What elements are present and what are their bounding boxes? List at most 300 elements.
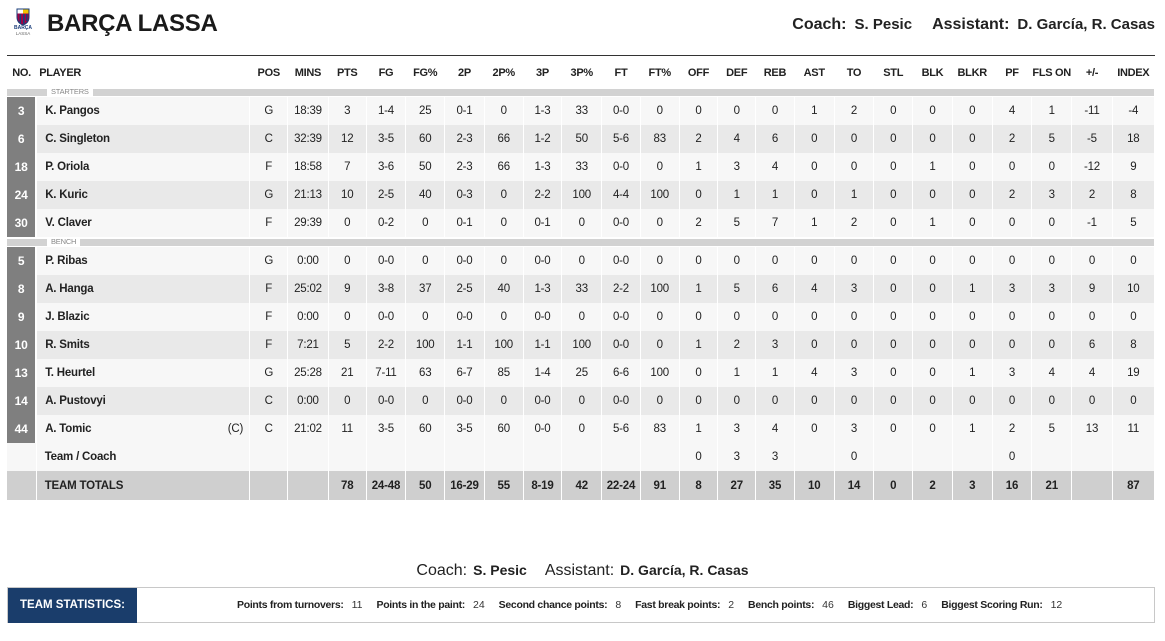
stat-ast: 0 bbox=[794, 153, 834, 181]
stat-pts: 5 bbox=[328, 331, 366, 359]
stat-ft: 5-6 bbox=[602, 125, 640, 153]
header-divider bbox=[7, 55, 1155, 56]
stat-col: -5 bbox=[1072, 125, 1112, 153]
jersey-number: 14 bbox=[7, 387, 36, 415]
stat-ft: 0 bbox=[640, 209, 679, 237]
jersey-number: 8 bbox=[7, 275, 36, 303]
stat-pts: 11 bbox=[328, 415, 366, 443]
column-header-reb: REB bbox=[763, 66, 787, 79]
stat-2p: 0 bbox=[484, 387, 523, 415]
stat-pts: 0 bbox=[328, 209, 366, 237]
stat-def: 3 bbox=[718, 153, 756, 181]
stat-fls-on bbox=[1032, 443, 1072, 471]
stat-ft: 0-0 bbox=[602, 153, 640, 181]
stat-def: 0 bbox=[718, 387, 756, 415]
jersey-number: 10 bbox=[7, 331, 36, 359]
stat-pf: 0 bbox=[992, 331, 1031, 359]
player-name-text[interactable]: K. Pangos bbox=[45, 105, 100, 117]
column-header-no: NO. bbox=[12, 66, 31, 79]
stat-off: 0 bbox=[679, 97, 717, 125]
stat-blk: 0 bbox=[913, 125, 952, 153]
stat-fg: 0-2 bbox=[366, 209, 405, 237]
team-stat-item bbox=[376, 588, 484, 623]
player-name-text[interactable]: A. Hanga bbox=[45, 283, 94, 295]
stat-blkr bbox=[952, 443, 992, 471]
team-stat-value: 12 bbox=[1050, 599, 1063, 611]
stat-blk: 2 bbox=[913, 471, 952, 500]
stat-index: 0 bbox=[1112, 303, 1154, 331]
stat-blkr: 0 bbox=[952, 303, 992, 331]
stat-mins bbox=[288, 471, 328, 500]
column-header-fls-on: FLS ON bbox=[1032, 66, 1071, 79]
stat-3p: 0-0 bbox=[523, 387, 561, 415]
stat-fg: 3-5 bbox=[366, 415, 405, 443]
stat-ft: 83 bbox=[640, 125, 679, 153]
stat-fls-on: 0 bbox=[1032, 303, 1072, 331]
stat-3p: 0 bbox=[562, 209, 602, 237]
stat-ft: 0-0 bbox=[602, 247, 640, 275]
stat-off: 1 bbox=[679, 153, 717, 181]
stat-index: 9 bbox=[1112, 153, 1154, 181]
stat-index bbox=[1112, 443, 1154, 471]
column-header-3p: 3P bbox=[536, 66, 549, 79]
stat-def: 4 bbox=[718, 125, 756, 153]
player-name[interactable] bbox=[36, 415, 249, 443]
captain-badge: (C) bbox=[227, 423, 244, 435]
stat-pf: 3 bbox=[992, 275, 1031, 303]
stat-pts: 9 bbox=[328, 275, 366, 303]
team-name: BARÇA LASSA bbox=[47, 10, 218, 37]
stat-fg: 60 bbox=[406, 125, 445, 153]
stat-ast: 0 bbox=[794, 331, 834, 359]
stat-stl: 0 bbox=[874, 415, 913, 443]
stat-2p: 0-1 bbox=[445, 209, 484, 237]
stat-fls-on: 3 bbox=[1032, 275, 1072, 303]
stat-3p: 8-19 bbox=[523, 471, 561, 500]
stat-3p: 33 bbox=[562, 275, 602, 303]
stat-stl: 0 bbox=[874, 331, 913, 359]
stat-fg: 0-0 bbox=[366, 303, 405, 331]
stat-off: 0 bbox=[679, 443, 717, 471]
player-name-text[interactable]: P. Oriola bbox=[45, 161, 90, 173]
stat-pf: 2 bbox=[992, 181, 1031, 209]
stat-ast: 1 bbox=[794, 209, 834, 237]
stat-2p bbox=[445, 443, 484, 471]
stat-off: 0 bbox=[679, 303, 717, 331]
stat-pos bbox=[250, 443, 288, 471]
stat-blk bbox=[913, 443, 952, 471]
player-name[interactable] bbox=[36, 181, 249, 209]
coach-info bbox=[792, 16, 1155, 34]
stat-3p: 1-3 bbox=[523, 97, 561, 125]
jersey-number: 13 bbox=[7, 359, 36, 387]
stat-mins: 0:00 bbox=[288, 303, 328, 331]
stat-3p: 0-0 bbox=[523, 247, 561, 275]
stat-3p: 1-2 bbox=[523, 125, 561, 153]
stat-3p: 0 bbox=[562, 303, 602, 331]
stat-3p: 0-0 bbox=[523, 415, 561, 443]
player-row[interactable] bbox=[7, 359, 1155, 387]
team-stat-value: 11 bbox=[351, 599, 363, 611]
player-row[interactable] bbox=[7, 247, 1155, 275]
stat-index: 19 bbox=[1112, 359, 1154, 387]
stat-2p: 16-29 bbox=[445, 471, 484, 500]
stat-index: 11 bbox=[1112, 415, 1154, 443]
player-row[interactable] bbox=[7, 387, 1155, 415]
player-row[interactable] bbox=[7, 97, 1155, 125]
stat-pts: 12 bbox=[328, 125, 366, 153]
player-row[interactable] bbox=[7, 181, 1155, 209]
stat-col: -1 bbox=[1072, 209, 1112, 237]
section-label: BENCH bbox=[47, 237, 80, 247]
stat-def: 1 bbox=[718, 359, 756, 387]
team-statistics-items bbox=[237, 588, 1076, 623]
player-name-text[interactable]: P. Ribas bbox=[45, 255, 88, 267]
stat-blk: 0 bbox=[913, 331, 952, 359]
stat-fg: 63 bbox=[406, 359, 445, 387]
stat-ft: 100 bbox=[640, 359, 679, 387]
section-bar-wrap bbox=[7, 237, 1154, 247]
coach-info-footer bbox=[0, 562, 1165, 580]
player-row[interactable] bbox=[7, 331, 1155, 359]
stat-blk: 0 bbox=[913, 387, 952, 415]
column-header-pts: PTS bbox=[336, 66, 358, 79]
stat-reb: 4 bbox=[756, 153, 794, 181]
stat-to: 2 bbox=[834, 97, 873, 125]
player-row[interactable] bbox=[7, 125, 1155, 153]
player-name-text[interactable]: A. Tomic bbox=[45, 423, 92, 435]
stat-stl: 0 bbox=[874, 247, 913, 275]
stat-blkr: 1 bbox=[952, 415, 992, 443]
player-row[interactable] bbox=[7, 303, 1155, 331]
stat-fls-on: 0 bbox=[1032, 387, 1072, 415]
team-stat-value: 8 bbox=[615, 599, 622, 611]
stat-off: 8 bbox=[679, 471, 717, 500]
player-name-text[interactable]: K. Kuric bbox=[45, 189, 88, 201]
player-row[interactable] bbox=[7, 209, 1155, 237]
stat-2p: 0-3 bbox=[445, 181, 484, 209]
assistant-names: D. García, R. Casas bbox=[1017, 16, 1155, 33]
stat-mins: 32:39 bbox=[288, 125, 328, 153]
stat-to: 1 bbox=[834, 181, 873, 209]
coach-label: Coach: bbox=[792, 16, 847, 33]
stat-to: 3 bbox=[834, 359, 873, 387]
stat-ft: 4-4 bbox=[602, 181, 640, 209]
stat-pos bbox=[250, 471, 288, 500]
player-row[interactable] bbox=[7, 153, 1155, 181]
stat-col: -11 bbox=[1072, 97, 1112, 125]
stat-ast: 10 bbox=[794, 471, 834, 500]
stat-stl: 0 bbox=[874, 153, 913, 181]
stat-3p: 42 bbox=[562, 471, 602, 500]
player-name[interactable] bbox=[36, 303, 249, 331]
stat-blk: 0 bbox=[913, 247, 952, 275]
stat-fg: 7-11 bbox=[366, 359, 405, 387]
stat-2p: 0-0 bbox=[445, 387, 484, 415]
stat-fg: 60 bbox=[406, 415, 445, 443]
empty-number-cell bbox=[7, 443, 36, 471]
stat-to: 0 bbox=[834, 331, 873, 359]
section-bar bbox=[7, 89, 1154, 96]
stat-blk: 0 bbox=[913, 97, 952, 125]
column-header-stl: STL bbox=[883, 66, 904, 79]
stat-2p: 0 bbox=[484, 247, 523, 275]
stat-2p: 40 bbox=[484, 275, 523, 303]
stat-fg: 0-0 bbox=[366, 247, 405, 275]
stat-reb: 7 bbox=[756, 209, 794, 237]
stat-col bbox=[1072, 443, 1112, 471]
stat-mins: 21:13 bbox=[288, 181, 328, 209]
table-body bbox=[7, 87, 1155, 500]
coach-name-footer: S. Pesic bbox=[473, 562, 527, 578]
stat-stl: 0 bbox=[874, 387, 913, 415]
jersey-number: 18 bbox=[7, 153, 36, 181]
player-name[interactable] bbox=[36, 331, 249, 359]
stat-def: 3 bbox=[718, 443, 756, 471]
jersey-number: 5 bbox=[7, 247, 36, 275]
stat-ft: 0 bbox=[640, 153, 679, 181]
stat-index: 5 bbox=[1112, 209, 1154, 237]
player-name[interactable] bbox=[36, 153, 249, 181]
stat-pos: F bbox=[250, 275, 288, 303]
stat-ft: 22-24 bbox=[602, 471, 640, 500]
stat-to: 0 bbox=[834, 153, 873, 181]
stat-stl: 0 bbox=[874, 359, 913, 387]
stat-ast: 4 bbox=[794, 275, 834, 303]
stat-pts: 3 bbox=[328, 97, 366, 125]
stat-fls-on: 0 bbox=[1032, 153, 1072, 181]
stat-pts: 0 bbox=[328, 247, 366, 275]
stat-pf: 2 bbox=[992, 415, 1031, 443]
player-name[interactable] bbox=[36, 125, 249, 153]
stat-pos: F bbox=[250, 209, 288, 237]
column-header-ast: AST bbox=[803, 66, 825, 79]
team-stat-item bbox=[748, 588, 834, 623]
stat-3p: 100 bbox=[562, 331, 602, 359]
stat-to: 0 bbox=[834, 303, 873, 331]
player-name[interactable] bbox=[36, 359, 249, 387]
column-header-blk: BLK bbox=[921, 66, 944, 79]
stat-ast: 0 bbox=[794, 415, 834, 443]
stat-pts: 0 bbox=[328, 387, 366, 415]
stat-blk: 0 bbox=[913, 359, 952, 387]
logo-text: BARÇA bbox=[13, 25, 33, 31]
stat-2p: 0-0 bbox=[445, 303, 484, 331]
stat-2p: 0-1 bbox=[445, 97, 484, 125]
stat-2p: 55 bbox=[484, 471, 523, 500]
team-stat-value: 6 bbox=[921, 599, 928, 611]
stat-reb: 3 bbox=[756, 331, 794, 359]
stat-fls-on: 5 bbox=[1032, 125, 1072, 153]
stat-off: 2 bbox=[679, 209, 717, 237]
stat-blkr: 0 bbox=[952, 209, 992, 237]
jersey-number: 44 bbox=[7, 415, 36, 443]
stat-3p: 100 bbox=[562, 181, 602, 209]
stat-2p: 6-7 bbox=[445, 359, 484, 387]
column-header-off: OFF bbox=[687, 66, 709, 79]
section-divider bbox=[7, 237, 1155, 247]
stat-reb: 4 bbox=[756, 415, 794, 443]
team-stat-label: Points in the paint: bbox=[376, 599, 465, 611]
stat-pts: 10 bbox=[328, 181, 366, 209]
stat-fls-on: 3 bbox=[1032, 181, 1072, 209]
stat-stl: 0 bbox=[874, 209, 913, 237]
stat-3p: 33 bbox=[562, 153, 602, 181]
player-name[interactable] bbox=[36, 97, 249, 125]
stat-ft: 0 bbox=[640, 247, 679, 275]
club-crest-icon bbox=[16, 8, 30, 26]
stat-fg: 50 bbox=[406, 153, 445, 181]
stat-blk: 1 bbox=[913, 153, 952, 181]
stat-fg: 2-2 bbox=[366, 331, 405, 359]
stat-ft: 0-0 bbox=[602, 387, 640, 415]
stat-off: 0 bbox=[679, 247, 717, 275]
stat-3p: 1-1 bbox=[523, 331, 561, 359]
stat-pf: 3 bbox=[992, 359, 1031, 387]
stat-pos: F bbox=[250, 331, 288, 359]
stat-to: 0 bbox=[834, 443, 873, 471]
team-totals-row-label: TEAM TOTALS bbox=[36, 471, 249, 500]
player-row[interactable] bbox=[7, 275, 1155, 303]
stat-ft: 100 bbox=[640, 181, 679, 209]
stat-pos: C bbox=[250, 415, 288, 443]
column-header-3p: 3P% bbox=[570, 66, 593, 79]
column-header-player: PLAYER bbox=[39, 66, 81, 79]
stat-2p: 0 bbox=[484, 209, 523, 237]
boxscore-header bbox=[0, 0, 1165, 52]
stat-col bbox=[1072, 471, 1112, 500]
column-header-ft: FT bbox=[614, 66, 628, 79]
stat-to: 0 bbox=[834, 387, 873, 415]
player-name-text[interactable]: J. Blazic bbox=[45, 311, 90, 323]
stat-2p: 0-0 bbox=[445, 247, 484, 275]
player-name[interactable] bbox=[36, 247, 249, 275]
stat-blk: 1 bbox=[913, 209, 952, 237]
stat-2p: 0 bbox=[484, 303, 523, 331]
player-name-text[interactable]: T. Heurtel bbox=[45, 367, 95, 379]
stat-2p: 2-3 bbox=[445, 153, 484, 181]
team-stat-label: Points from turnovers: bbox=[237, 599, 344, 611]
stat-to: 14 bbox=[834, 471, 873, 500]
stat-to: 3 bbox=[834, 415, 873, 443]
stat-off: 0 bbox=[679, 359, 717, 387]
stat-col: 9 bbox=[1072, 275, 1112, 303]
player-name[interactable] bbox=[36, 209, 249, 237]
stat-ast: 0 bbox=[794, 125, 834, 153]
stat-pts: 7 bbox=[328, 153, 366, 181]
stat-stl: 0 bbox=[874, 181, 913, 209]
column-header-blkr: BLKR bbox=[957, 66, 987, 79]
stat-pos: G bbox=[250, 247, 288, 275]
coach-label-footer: Coach: bbox=[416, 562, 468, 579]
boxscore-table bbox=[7, 58, 1155, 500]
assistant-label-footer: Assistant: bbox=[544, 562, 615, 579]
player-name[interactable] bbox=[36, 387, 249, 415]
team-stat-label: Fast break points: bbox=[635, 599, 721, 611]
team-stat-item bbox=[848, 588, 927, 623]
stat-2p: 100 bbox=[484, 331, 523, 359]
stat-pos: G bbox=[250, 359, 288, 387]
stat-3p bbox=[562, 443, 602, 471]
column-header-mins: MINS bbox=[294, 66, 322, 79]
stat-reb: 1 bbox=[756, 181, 794, 209]
stat-index: 10 bbox=[1112, 275, 1154, 303]
stat-pf: 0 bbox=[992, 387, 1031, 415]
stat-pf: 0 bbox=[992, 443, 1031, 471]
stat-ast: 0 bbox=[794, 303, 834, 331]
stat-col: 0 bbox=[1072, 247, 1112, 275]
stat-blk: 0 bbox=[913, 181, 952, 209]
stat-reb: 35 bbox=[756, 471, 794, 500]
jersey-number: 3 bbox=[7, 97, 36, 125]
stat-2p: 0 bbox=[484, 181, 523, 209]
player-row[interactable] bbox=[7, 415, 1155, 443]
player-name-text[interactable]: C. Singleton bbox=[45, 133, 110, 145]
stat-to: 0 bbox=[834, 247, 873, 275]
stat-ft: 0 bbox=[640, 331, 679, 359]
stat-stl: 0 bbox=[874, 97, 913, 125]
stat-pf: 16 bbox=[992, 471, 1031, 500]
stat-mins: 25:02 bbox=[288, 275, 328, 303]
stat-def: 0 bbox=[718, 97, 756, 125]
stat-def: 27 bbox=[718, 471, 756, 500]
stat-ft: 0 bbox=[640, 303, 679, 331]
stat-to: 3 bbox=[834, 275, 873, 303]
stat-stl: 0 bbox=[874, 125, 913, 153]
stat-stl: 0 bbox=[874, 303, 913, 331]
stat-mins: 18:58 bbox=[288, 153, 328, 181]
stat-reb: 1 bbox=[756, 359, 794, 387]
stat-ast: 1 bbox=[794, 97, 834, 125]
stat-2p: 3-5 bbox=[445, 415, 484, 443]
stat-fg: 3-6 bbox=[366, 153, 405, 181]
stat-fg: 0 bbox=[406, 303, 445, 331]
stat-off: 1 bbox=[679, 415, 717, 443]
stat-ft: 91 bbox=[640, 471, 679, 500]
stat-fg: 25 bbox=[406, 97, 445, 125]
stat-off: 0 bbox=[679, 387, 717, 415]
stat-def: 0 bbox=[718, 247, 756, 275]
player-name-text[interactable]: A. Pustovyi bbox=[45, 395, 106, 407]
team-stat-item bbox=[499, 588, 621, 623]
player-name-text[interactable]: V. Claver bbox=[45, 217, 92, 229]
team-stat-label: Second chance points: bbox=[498, 599, 608, 611]
team-coach-row-label: Team / Coach bbox=[36, 443, 249, 471]
team-stat-value: 46 bbox=[822, 599, 834, 611]
stat-blkr: 0 bbox=[952, 181, 992, 209]
stat-fg: 0-0 bbox=[366, 387, 405, 415]
coach-name: S. Pesic bbox=[854, 16, 913, 33]
column-header-2p: 2P% bbox=[492, 66, 515, 79]
player-name-text[interactable]: R. Smits bbox=[45, 339, 90, 351]
stat-fls-on: 5 bbox=[1032, 415, 1072, 443]
stat-def: 5 bbox=[718, 275, 756, 303]
section-bar bbox=[7, 239, 1154, 246]
stat-3p: 0 bbox=[562, 415, 602, 443]
stat-fg: 0 bbox=[406, 387, 445, 415]
stat-blkr: 0 bbox=[952, 247, 992, 275]
stat-3p: 0-1 bbox=[523, 209, 561, 237]
stat-ft: 83 bbox=[640, 415, 679, 443]
stat-ft: 100 bbox=[640, 275, 679, 303]
stat-pos: C bbox=[250, 125, 288, 153]
stat-stl: 0 bbox=[874, 275, 913, 303]
stat-mins: 29:39 bbox=[288, 209, 328, 237]
player-name[interactable] bbox=[36, 275, 249, 303]
stat-col: 2 bbox=[1072, 181, 1112, 209]
column-header-pos: POS bbox=[257, 66, 280, 79]
stat-fls-on: 21 bbox=[1032, 471, 1072, 500]
